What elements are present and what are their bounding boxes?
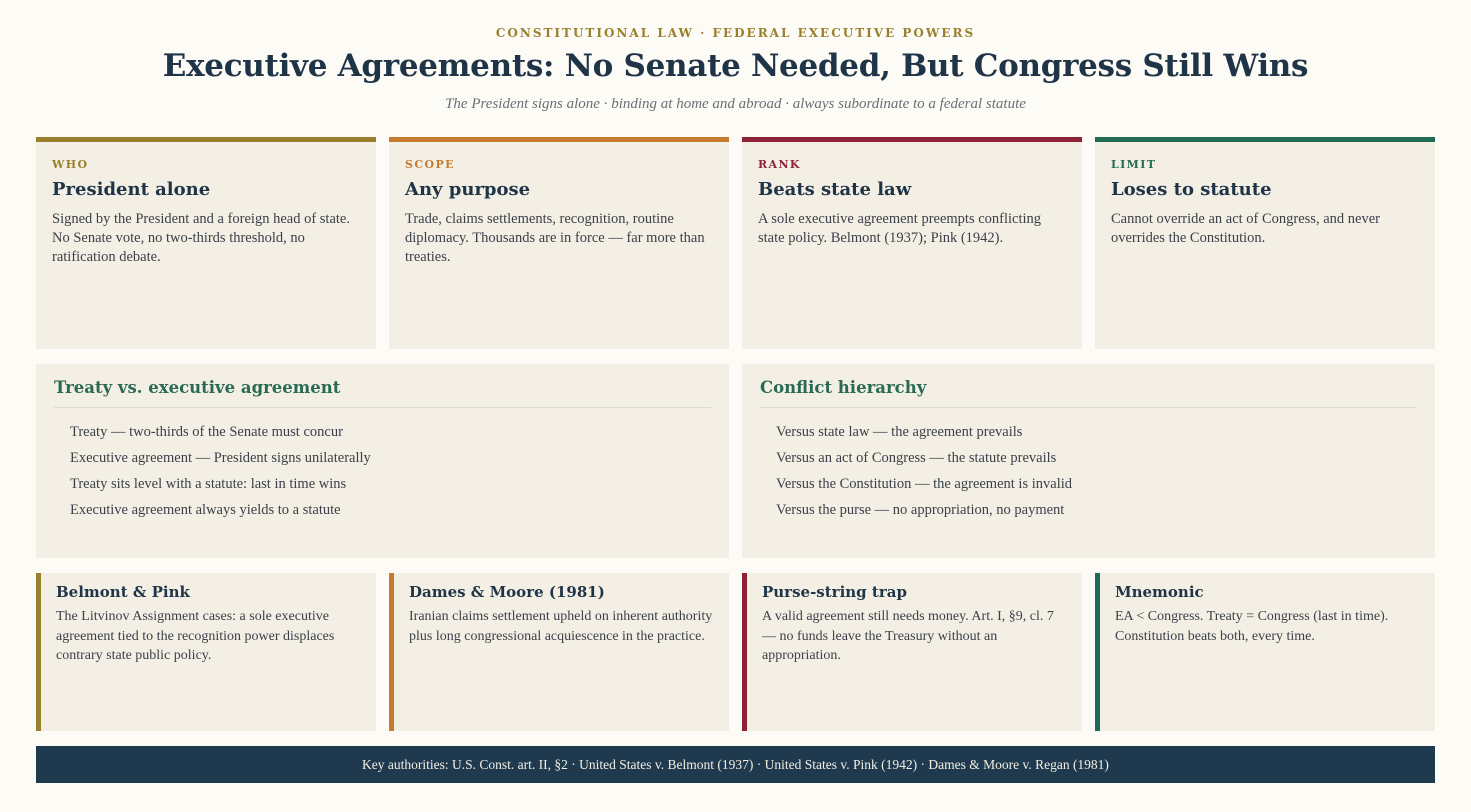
list-item: Versus an act of Congress — the statute prevails <box>776 450 1057 466</box>
page-kicker: CONSTITUTIONAL LAW · FEDERAL EXECUTIVE POWERS <box>495 26 976 40</box>
page-title: Executive Agreements: No Senate Needed, But Congress Still Wins <box>162 48 1309 84</box>
card-rank <box>742 137 1082 349</box>
conflict-hierarchy-panel <box>742 364 1435 558</box>
card-body: Cannot override an act of Congress, and never overrides the Constitution. <box>1111 211 1380 246</box>
card-body: Trade, claims settlements, recognition, routine diplomacy. Thousands are in force — far more than treaties. <box>405 211 705 265</box>
case-body: A valid agreement still needs money. Art. I, §9, cl. 7 — no funds leave the Treasury without an appropriation. <box>762 609 1054 663</box>
panel-heading: Treaty vs. executive agreement <box>54 378 711 408</box>
card-heading: Loses to statute <box>1111 179 1272 200</box>
page-subtitle: The President signs alone · binding at home and abroad · always subordinate to a federal statute <box>445 96 1026 112</box>
case-heading: Purse-string trap <box>762 583 907 601</box>
card-body: A sole executive agreement preempts conflicting state policy. Belmont (1937); Pink (1942). <box>758 211 1042 246</box>
case-card-dames-moore <box>389 573 729 731</box>
case-card-belmont-pink <box>36 573 376 731</box>
key-authorities-footer: Key authorities: U.S. Const. art. II, §2 · United States v. Belmont (1937) · United States v. Pink (1942) · Dames & Moore v. Regan (1981) <box>36 746 1435 783</box>
card-tag: WHO <box>52 158 89 171</box>
list-item: Treaty — two-thirds of the Senate must concur <box>70 424 343 440</box>
card-tag: SCOPE <box>405 158 455 171</box>
card-heading: Any purpose <box>405 179 531 200</box>
card-body: Signed by the President and a foreign head of state. No Senate vote, no two-thirds threshold, no ratification debate. <box>52 211 350 265</box>
case-heading: Dames & Moore (1981) <box>409 583 605 601</box>
card-heading: Beats state law <box>758 179 912 200</box>
list-item: Versus the purse — no appropriation, no payment <box>776 502 1065 518</box>
treaty-comparison-panel <box>36 364 729 558</box>
card-limit <box>1095 137 1435 349</box>
hierarchy-list <box>760 419 1417 523</box>
case-body: Iranian claims settlement upheld on inherent authority plus long congressional acquiescence in the practice. <box>409 609 713 644</box>
card-tag: RANK <box>758 158 801 171</box>
list-item: Executive agreement — President signs unilaterally <box>70 450 371 466</box>
case-heading: Belmont & Pink <box>56 583 190 601</box>
card-who <box>36 137 376 349</box>
case-card-mnemonic <box>1095 573 1435 731</box>
card-heading: President alone <box>52 179 211 200</box>
case-heading: Mnemonic <box>1115 583 1204 601</box>
case-body: EA < Congress. Treaty = Congress (last in time). Constitution beats both, every time. <box>1115 609 1389 644</box>
list-item: Executive agreement always yields to a statute <box>70 502 341 518</box>
case-body: The Litvinov Assignment cases: a sole executive agreement tied to the recognition power displaces contrary state public policy. <box>56 609 335 663</box>
card-scope <box>389 137 729 349</box>
panel-heading: Conflict hierarchy <box>760 378 1417 408</box>
case-card-purse-string <box>742 573 1082 731</box>
comparison-list <box>54 419 711 523</box>
list-item: Versus state law — the agreement prevails <box>776 424 1023 440</box>
card-tag: LIMIT <box>1111 158 1157 171</box>
list-item: Treaty sits level with a statute: last in time wins <box>70 476 347 492</box>
list-item: Versus the Constitution — the agreement is invalid <box>776 476 1072 492</box>
